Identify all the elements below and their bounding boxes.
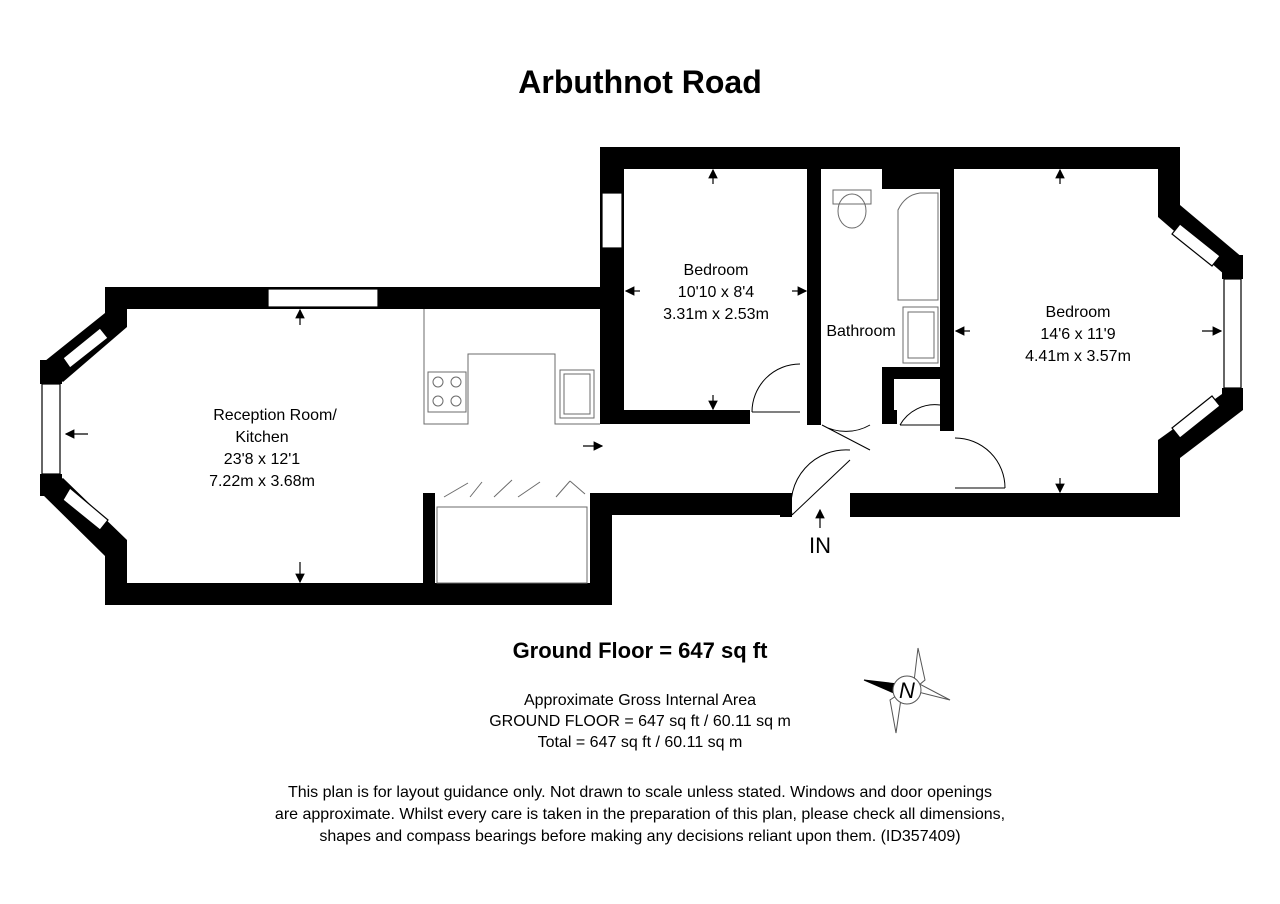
bedroom1-left-wall [600,147,624,412]
door-cupboard [900,405,940,425]
bay-left-window [42,384,60,474]
gia-line-1: Approximate Gross Internal Area [523,692,757,709]
cupboard-wall-base [882,410,897,424]
dimension-arrows [66,170,1221,582]
bedroom2-name: Bedroom [1045,304,1111,321]
gross-internal-area [0,690,1280,753]
entrance-label: IN [809,533,831,558]
bedroom2-imperial: 14'6 x 11'9 [1040,326,1116,343]
bedroom1-left-window [602,193,622,248]
bedroom2-metric: 4.41m x 3.57m [1025,348,1131,365]
kitchen-counter [424,309,600,424]
bedroom1-metric: 3.31m x 2.53m [663,306,769,323]
store-top-wall [590,493,790,515]
reception-metric: 7.22m x 3.68m [209,473,315,490]
door-entrance [791,450,850,515]
disclaimer-line-1: This plan is for layout guidance only. Not drawn to scale unless stated. Windows and door openings [287,784,993,801]
bathroom-top-block [882,147,940,189]
bath-icon [898,193,938,300]
walls [40,147,1243,605]
toilet-icon [838,194,866,228]
bathroom-right-wall [940,169,954,431]
cupboard-wall-left [882,367,894,417]
bedroom1-imperial: 10'10 x 8'4 [677,284,755,301]
disclaimer-line-3: shapes and compass bearings before making any decisions reliant upon them. (ID357409) [319,828,961,845]
bedroom1-bottom-wall [600,410,750,424]
reception-bottom-wall [105,583,612,605]
entrance-left-wall-stub [780,493,792,517]
compass-label: N [899,678,915,703]
door-bathroom [822,425,870,450]
reception-top-window [268,289,378,307]
reception-name-2: Kitchen [235,429,289,446]
bedroom1-name: Bedroom [683,262,749,279]
hob-icon [428,372,466,412]
bedroom2-bottom-wall [850,493,1180,517]
reception-imperial: 23'8 x 12'1 [223,451,301,468]
door-bedroom1 [752,364,800,412]
bedroom1-right-wall [807,169,821,425]
door-bedroom2 [955,438,1005,488]
disclaimer-line-2: are approximate. Whilst every care is taken in the preparation of this plan, please check all dimensions, [274,806,1006,823]
store-left-wall [423,493,435,583]
floor-total: Ground Floor = 647 sq ft [512,638,768,663]
gia-line-2: GROUND FLOOR = 647 sq ft / 60.11 sq m [489,713,791,730]
bedroom2-bay-window [1224,279,1241,388]
store-interior [437,507,587,583]
bay-left-lower-wall [40,474,62,496]
gia-line-3: Total = 647 sq ft / 60.11 sq m [537,734,743,751]
fixtures [424,190,1005,583]
bedroom2-right-top-wall [1158,147,1180,217]
bay-left-upper-wall [40,360,62,384]
disclaimer [0,782,1280,848]
reception-name-1: Reception Room/ [213,407,337,424]
plan-title: Arbuthnot Road [518,64,762,100]
kitchen-sink-icon [560,370,594,418]
bedroom2-bay-side-top [1222,255,1243,279]
bathroom-name: Bathroom [826,323,896,340]
